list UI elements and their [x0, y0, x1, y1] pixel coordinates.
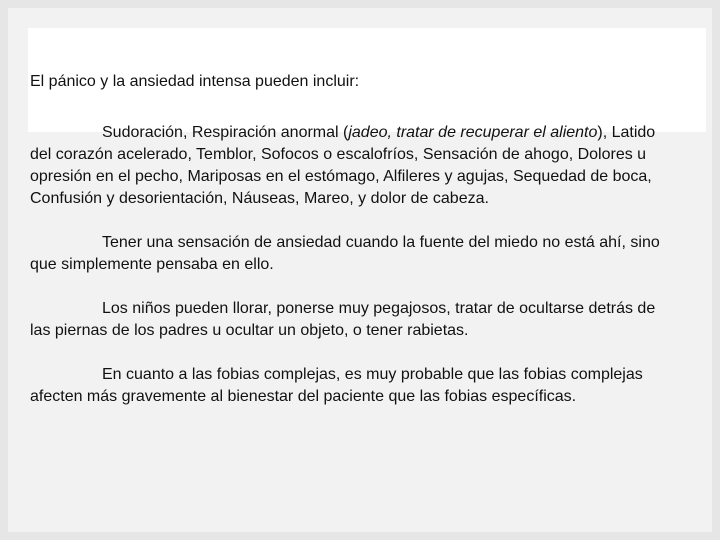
slide-body	[30, 122, 680, 408]
slide-title: El pánico y la ansiedad intensa pueden incluir:	[30, 73, 360, 90]
anticipatory-anxiety-paragraph: Tener una sensación de ansiedad cuando la fuente del miedo no está ahí, sino que simplemente pensaba en ello.	[30, 234, 660, 273]
complex-phobias-paragraph: En cuanto a las fobias complejas, es muy probable que las fobias complejas afecten más gravemente al bienestar del paciente que las fobias específicas.	[30, 366, 643, 405]
symptoms-text-start: Sudoración, Respiración anormal (	[102, 124, 349, 141]
symptoms-text-end: ), Latido del corazón acelerado, Temblor, Sofocos o escalofríos, Sensación de ahogo, Dolores u opresión en el pecho, Mariposas en el estómago, Alfileres y agujas, Sequedad de boca, Confusión y desorientación, Náuseas, Mareo, y dolor de cabeza.	[30, 124, 656, 207]
symptoms-italic-text: jadeo, tratar de recuperar el aliento	[348, 124, 598, 141]
symptoms-paragraph	[30, 122, 680, 210]
children-paragraph: Los niños pueden llorar, ponerse muy pegajosos, tratar de ocultarse detrás de las piernas de los padres u ocultar un objeto, o tener rabietas.	[30, 300, 656, 339]
